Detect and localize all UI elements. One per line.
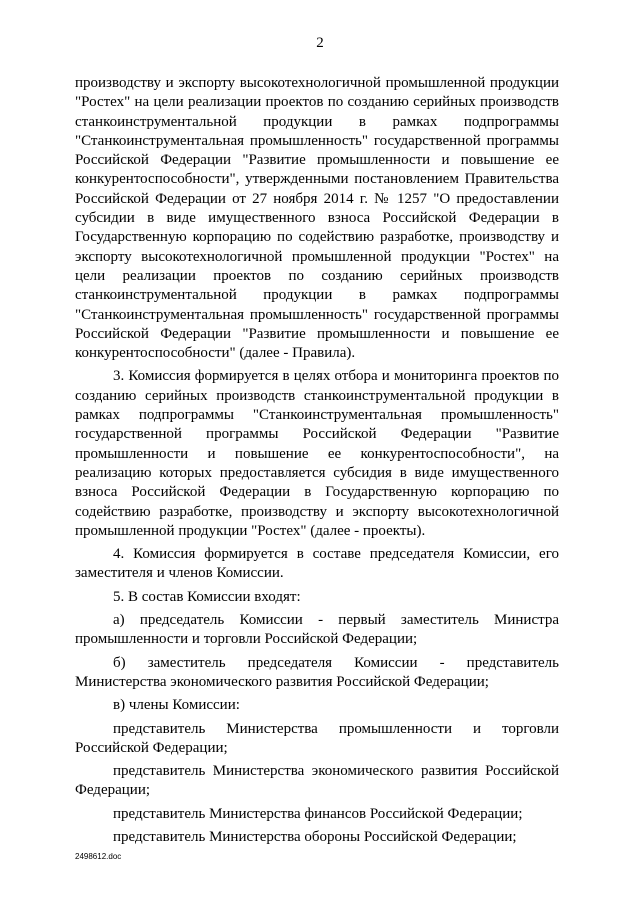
document-body — [75, 74, 559, 847]
item-c-members: в) члены Комиссии: — [113, 697, 240, 714]
item-b-deputy: б) заместитель председателя Комиссии - представитель Министерства экономического развития Российской Федерации; — [75, 654, 559, 690]
item-a-chairman: а) председатель Комиссии - первый заместитель Министра промышленности и торговли Российской Федерации; — [75, 612, 559, 648]
member-minfin: представитель Министерства финансов Российской Федерации; — [113, 805, 523, 822]
paragraph-rules-continuation: производству и экспорту высокотехнологичной промышленной продукции "Ростех" на цели реализации проектов по созданию серийных производств станкоинструментальной продукции в рамках подпрограммы "Станкоинструментальная промышленность" государственной программы Российской Федерации "Развитие промышленности и повышение ее конкурентоспособности", утвержденными постановлением Правительства Российской Федерации от 27 ноября 2014 г. № 1257 "О предоставлении субсидии в виде имущественного взноса Российской Федерации в Государственную корпорацию по содействию разработке, производству и экспорту высокотехнологичной промышленной продукции "Ростех" на цели реализации проектов по созданию серийных производств станкоинструментальной продукции в рамках подпрограммы "Станкоинструментальная промышленность" государственной программы Российской Федерации "Развитие промышленности и повышение ее конкурентоспособности" (далее - Правила). — [75, 75, 559, 362]
member-mineconomy: представитель Министерства экономического развития Российской Федерации; — [75, 763, 559, 799]
paragraph-4: 4. Комиссия формируется в составе председателя Комиссии, его заместителя и членов Комиссии. — [75, 546, 559, 582]
paragraph-5: 5. В состав Комиссии входят: — [113, 588, 301, 605]
footer-filename: 2498612.doc — [75, 852, 122, 861]
paragraph-3: 3. Комиссия формируется в целях отбора и мониторинга проектов по созданию серийных производств станкоинструментальной продукции в рамках подпрограммы "Станкоинструментальная промышленность" государственной программы Российской Федерации "Развитие промышленности и повышение ее конкурентоспособности", на реализацию которых предоставляется субсидия в виде имущественного взноса Российской Федерации в Государственную корпорацию по содействию разработке, производству и экспорту высокотехнологичной промышленной продукции "Ростех" (далее - проекты). — [75, 368, 559, 539]
member-minpromtorg: представитель Министерства промышленности и торговли Российской Федерации; — [75, 720, 559, 756]
page-number: 2 — [316, 35, 324, 51]
member-mindefense: представитель Министерства обороны Российской Федерации; — [113, 828, 517, 845]
